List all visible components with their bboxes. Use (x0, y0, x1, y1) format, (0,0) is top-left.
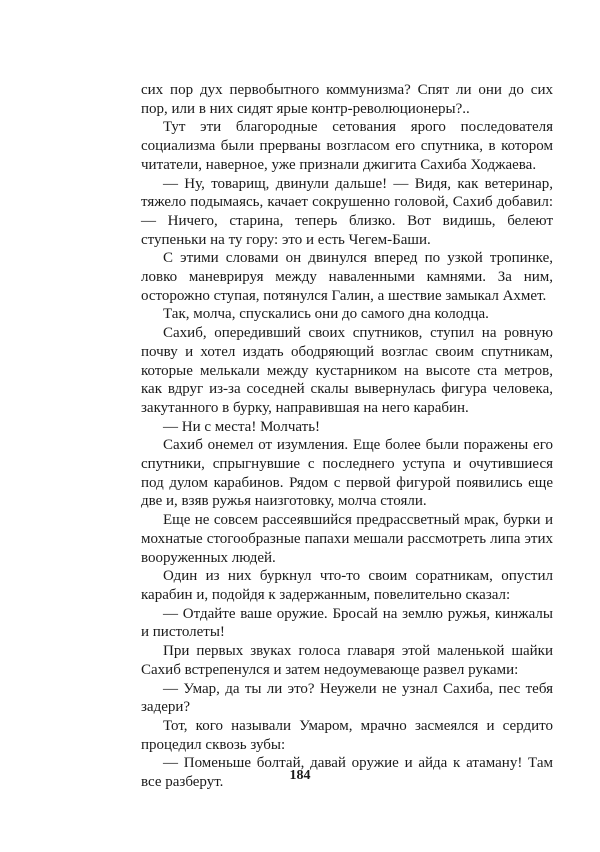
paragraph: Еще не совсем рассеявшийся предрассветный мрак, бурки и мохнатые стогообразные папахи мешали рассмотреть липа этих вооруженных людей. (141, 512, 553, 566)
page-number: 184 (289, 768, 311, 783)
paragraph: При первых звуках голоса главаря этой маленькой шайки Сахиб встрепенулся и затем недоумевающе развел руками: (141, 643, 553, 678)
paragraph: Тот, кого называли Умаром, мрачно засмеялся и сердито процедил сквозь зубы: (141, 717, 553, 753)
paragraph: Так, молча, спускались они до самого дна колодца. (163, 306, 489, 323)
page-body (141, 81, 553, 792)
paragraph: — Поменьше болтай, давай оружие и айда к атаману! Там все разберут. (141, 755, 553, 791)
paragraph: — Ни с места! Молчать! (163, 418, 321, 435)
paragraph: — Отдайте ваше оружие. Бросай на землю ружья, кинжалы и пистолеты! (141, 605, 553, 641)
paragraph: — Ну, товарищ, двинули дальше! — Видя, как ветеринар, тяжело подымаясь, качает сокрушенно головой, Сахиб добавил: — Ничего, старина, теперь близко. Вот видишь, белеют ступеньки на ту гору: это и есть Чегем-Баши. (141, 175, 553, 248)
paragraph: Тут эти благородные сетования ярого последователя социализма были прерваны возгласом его спутника, в котором читатели, наверное, уже признали джигита Сахиба Ходжаева. (141, 119, 553, 173)
paragraph: — Умар, да ты ли это? Неужели не узнал Сахиба, пес тебя задери? (141, 680, 553, 716)
paragraph: Сахиб, опередивший своих спутников, ступил на ровную почву и хотел издать ободряющий возглас своим спутникам, которые мелькали между кустарником на высоте ста метров, как вдруг из-за соседней скалы вывернулась фигура человека, закутанного в бурку, направившая на него карабин. (141, 325, 553, 416)
paragraph: сих пор дух первобытного коммунизма? Спят ли они до сих пор, или в них сидят ярые контр-революционеры?.. (141, 82, 553, 117)
paragraph: С этими словами он двинулся вперед по узкой тропинке, ловко маневрируя между наваленными камнями. За ним, осторожно ступая, потянулся Галин, а шествие замыкал Ахмет. (141, 250, 553, 304)
paragraph: Сахиб онемел от изумления. Еще более были поражены его спутники, спрыгнувшие с последнего уступа и очутившиеся под дулом карабинов. Рядом с первой фигурой появились еще две и, взяв ружья наизготовку, молча стояли. (141, 437, 553, 510)
paragraph: Один из них буркнул что-то своим соратникам, опустил карабин и, подойдя к задержанным, повелительно сказал: (141, 568, 553, 603)
